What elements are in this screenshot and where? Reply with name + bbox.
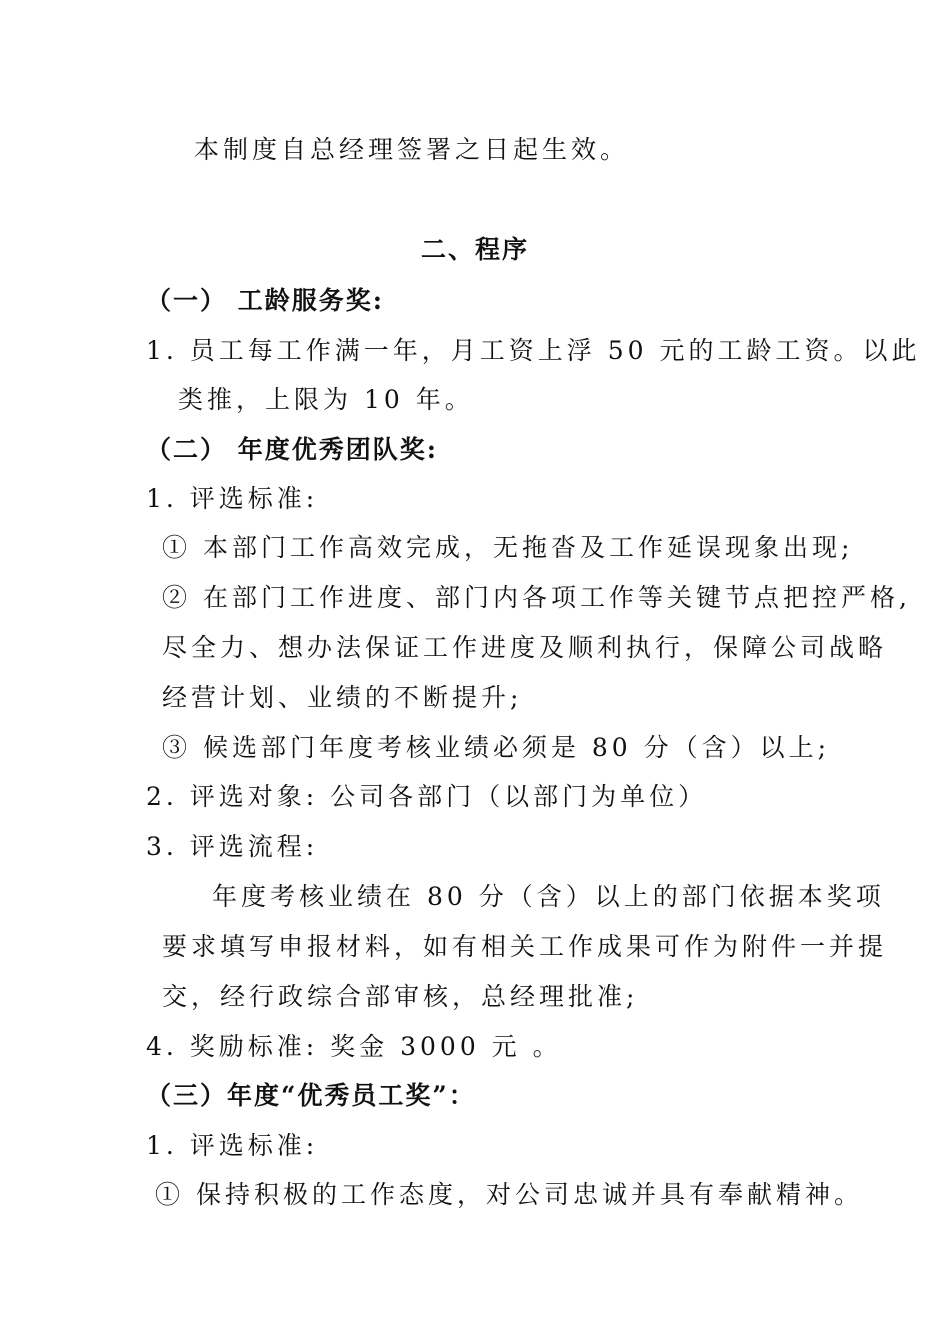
part1-item1-line2: 类推，上限为 10 年。 [178, 385, 474, 414]
part2-process-line3: 交，经行政综合部审核，总经理批准; [162, 982, 639, 1011]
part3-heading: （三）年度“优秀员工奖”： [146, 1081, 476, 1110]
part2-process-line2: 要求填写申报材料，如有相关工作成果可作为附件一并提 [162, 932, 888, 961]
part1-item1-line1: 1. 员工每工作满一年，月工资上浮 50 元的工龄工资。以此 [146, 336, 921, 365]
part1-heading: （一） 工龄服务奖: [146, 286, 384, 315]
part2-criterion-2-line3: 经营计划、业绩的不断提升; [162, 683, 523, 712]
part2-criterion-2-line1: ② 在部门工作进度、部门内各项工作等关键节点把控严格, [162, 583, 911, 612]
part2-heading: （二） 年度优秀团队奖: [146, 435, 438, 464]
section-title: 二、程序 [420, 235, 529, 264]
effective-clause: 本制度自总经理签署之日起生效。 [194, 135, 630, 164]
part3-criterion-1: ① 保持积极的工作态度，对公司忠诚并具有奉献精神。 [155, 1180, 863, 1209]
part2-reward: 4. 奖励标准: 奖金 3000 元 。 [146, 1032, 562, 1061]
part2-criterion-1: ① 本部门工作高效完成，无拖沓及工作延误现象出现; [162, 533, 854, 562]
part2-process-line1: 年度考核业绩在 80 分（含）以上的部门依据本奖项 [212, 882, 885, 911]
part2-criterion-3: ③ 候选部门年度考核业绩必须是 80 分（含）以上; [162, 733, 831, 762]
part2-process-label: 3. 评选流程: [146, 832, 319, 861]
part2-target: 2. 评选对象: 公司各部门（以部门为单位） [146, 782, 708, 811]
part2-criteria-label: 1. 评选标准: [146, 484, 319, 513]
part2-criterion-2-line2: 尽全力、想办法保证工作进度及顺利执行，保障公司战略 [162, 633, 888, 662]
part3-criteria-label: 1. 评选标准: [146, 1131, 319, 1160]
